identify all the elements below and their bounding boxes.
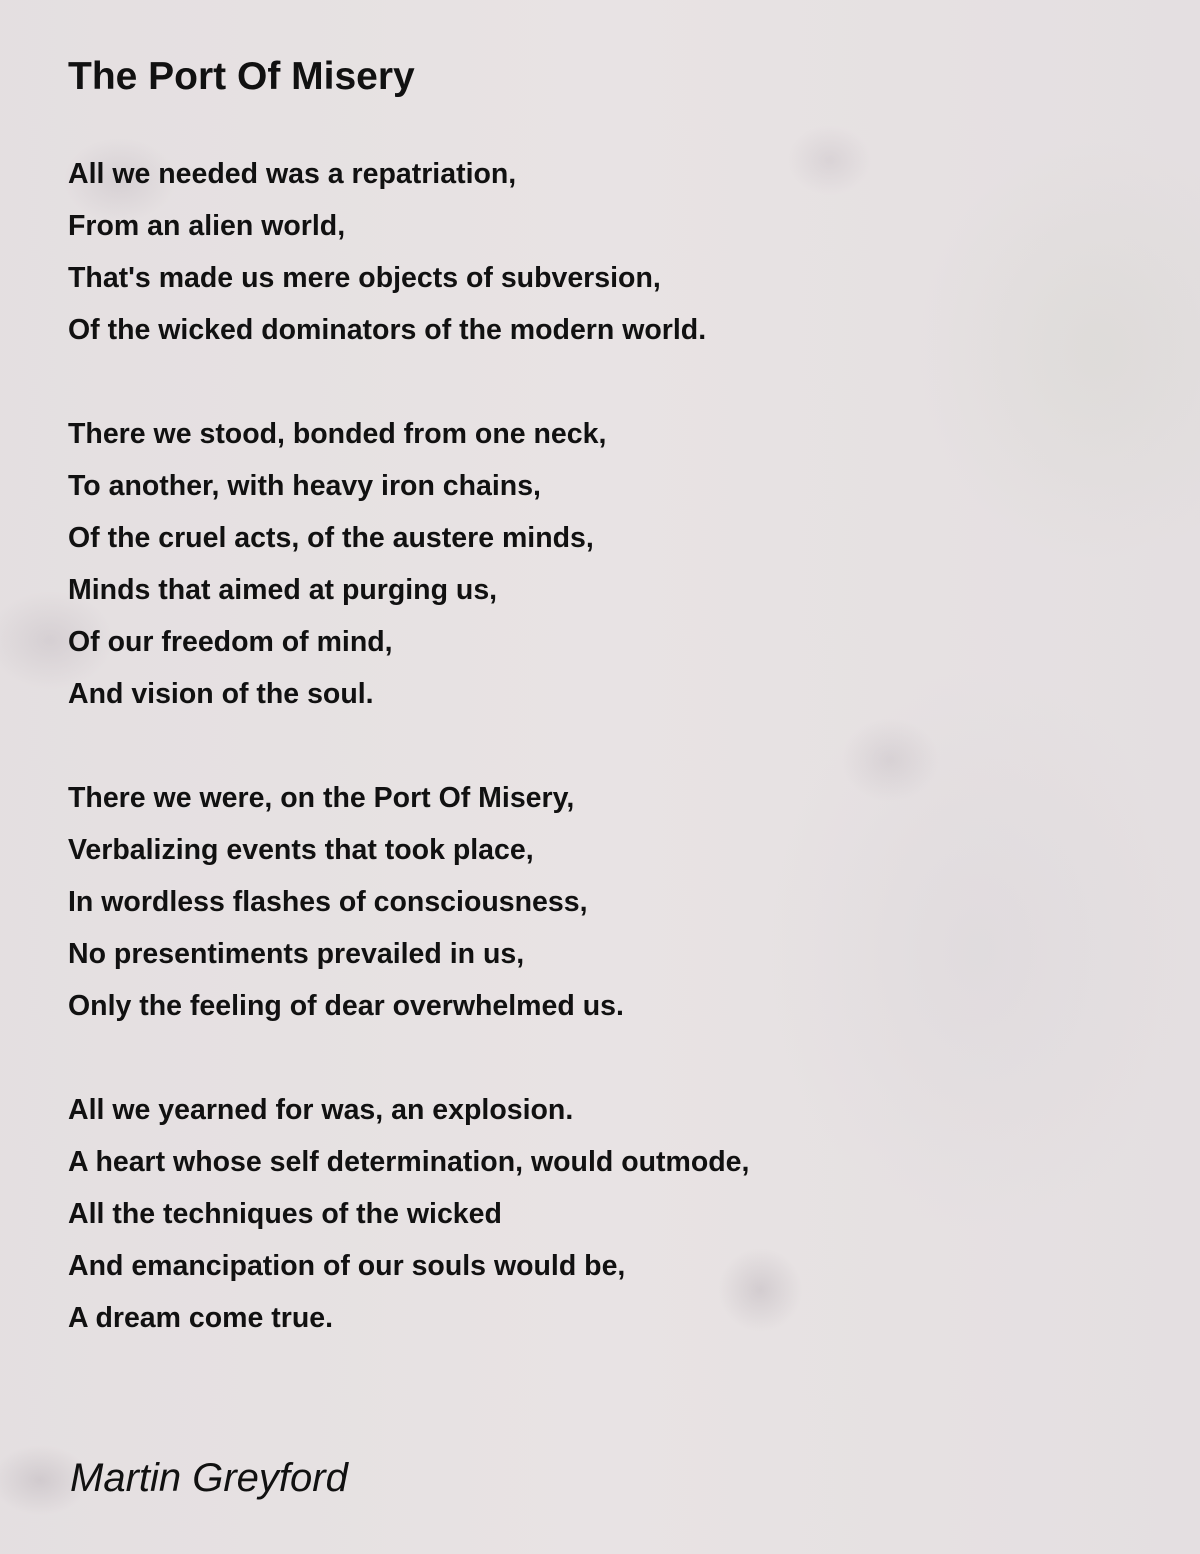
poem-line: Of our freedom of mind,: [68, 626, 393, 658]
poem-line: There we stood, bonded from one neck,: [68, 418, 607, 450]
poem-line: No presentiments prevailed in us,: [68, 938, 525, 970]
stanza-3: [68, 772, 1148, 1032]
poem-line: All we yearned for was, an explosion.: [68, 1094, 574, 1126]
poem-line: There we were, on the Port Of Misery,: [68, 782, 575, 814]
poem-title: The Port Of Misery: [68, 55, 415, 98]
poem-line: To another, with heavy iron chains,: [68, 470, 541, 502]
poem-line: And vision of the soul.: [68, 678, 374, 710]
stanza-4: [68, 1084, 1148, 1344]
poem-line: In wordless flashes of consciousness,: [68, 886, 588, 918]
poem-body: [68, 148, 1148, 1396]
poem-line: Verbalizing events that took place,: [68, 834, 534, 866]
stanza-1: [68, 148, 1148, 356]
stanza-2: [68, 408, 1148, 720]
poem-author: Martin Greyford: [70, 1456, 348, 1500]
poem-line: And emancipation of our souls would be,: [68, 1250, 626, 1282]
poem-line: A dream come true.: [68, 1302, 334, 1334]
poem-line: That's made us mere objects of subversion,: [68, 262, 661, 294]
poem-line: Of the wicked dominators of the modern world.: [68, 314, 707, 346]
poem-line: All we needed was a repatriation,: [68, 158, 517, 190]
poem-line: From an alien world,: [68, 210, 346, 242]
poem-line: A heart whose self determination, would outmode,: [68, 1146, 750, 1178]
poem-line: Minds that aimed at purging us,: [68, 574, 498, 606]
poem-line: All the techniques of the wicked: [68, 1198, 502, 1230]
poem-line: Only the feeling of dear overwhelmed us.: [68, 990, 624, 1022]
poem-line: Of the cruel acts, of the austere minds,: [68, 522, 594, 554]
